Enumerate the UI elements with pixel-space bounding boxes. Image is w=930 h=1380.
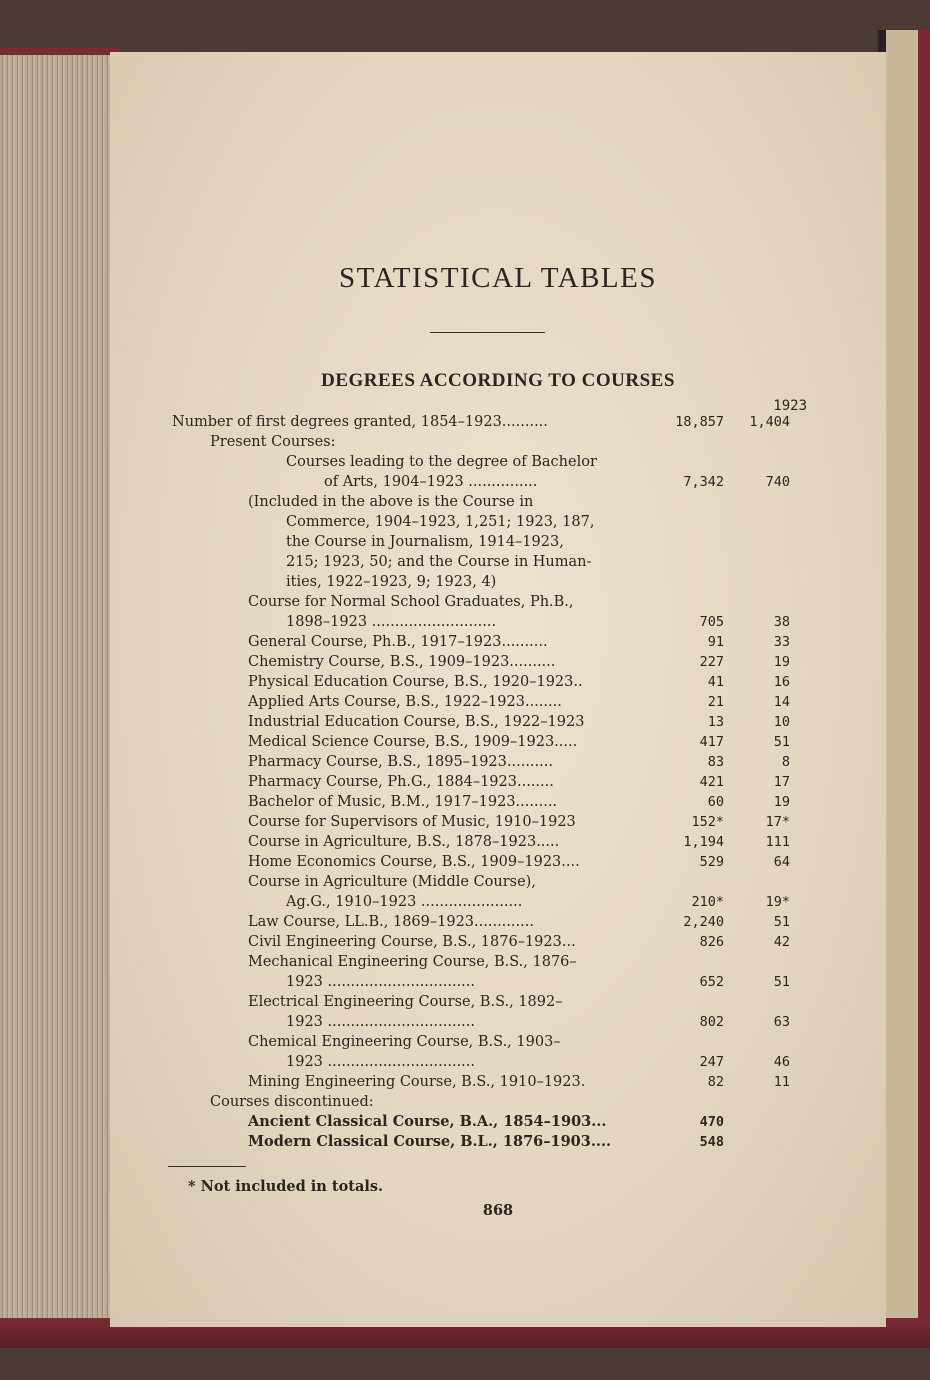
row-label: Applied Arts Course, B.S., 1922–1923........: [248, 694, 562, 710]
row-label: 215; 1923, 50; and the Course in Human-: [286, 554, 592, 570]
row-1923-value: 8: [781, 754, 790, 770]
row-label: General Course, Ph.B., 1917–1923..........: [248, 634, 548, 650]
table-row: [110, 512, 886, 532]
row-label: Mechanical Engineering Course, B.S., 1876–: [248, 954, 577, 970]
title-divider: [430, 332, 545, 333]
row-total-value: 2,240: [683, 914, 724, 930]
row-label: 1923 ................................: [286, 1054, 476, 1070]
table-row: [110, 752, 886, 772]
row-label: Chemical Engineering Course, B.S., 1903–: [248, 1034, 561, 1050]
section-title: DEGREES ACCORDING TO COURSES: [321, 370, 675, 391]
row-label: 1923 ................................: [286, 1014, 476, 1030]
row-total-value: 705: [699, 614, 724, 630]
row-1923-value: 64: [773, 854, 790, 870]
row-label: the Course in Journalism, 1914–1923,: [286, 534, 564, 550]
row-label: Chemistry Course, B.S., 1909–1923..........: [248, 654, 556, 670]
row-total-value: 652: [699, 974, 724, 990]
table-row: [110, 452, 886, 472]
table-row: [110, 532, 886, 552]
row-label: Courses discontinued:: [210, 1094, 374, 1110]
table-row: [110, 572, 886, 592]
degree-table: [110, 412, 886, 1152]
table-row: [110, 712, 886, 732]
row-total-value: 1,194: [683, 834, 724, 850]
table-row: [110, 1112, 886, 1132]
table-row: [110, 1092, 886, 1112]
row-total-value: 210*: [691, 894, 724, 910]
row-label: Course in Agriculture (Middle Course),: [248, 874, 536, 890]
row-label: 1923 ................................: [286, 974, 476, 990]
row-1923-value: 17*: [765, 814, 790, 830]
row-total-value: 417: [699, 734, 724, 750]
table-row: [110, 792, 886, 812]
row-total-value: 802: [699, 1014, 724, 1030]
row-1923-value: 14: [773, 694, 790, 710]
row-1923-value: 111: [765, 834, 790, 850]
table-row: [110, 672, 886, 692]
table-row: [110, 1072, 886, 1092]
row-1923-value: 51: [773, 914, 790, 930]
book-page-edges: [0, 55, 118, 1340]
row-total-value: 18,857: [675, 414, 724, 430]
row-label: Course for Normal School Graduates, Ph.B.,: [248, 594, 574, 610]
table-row: [110, 872, 886, 892]
footnote: * Not included in totals.: [188, 1178, 384, 1195]
table-row: [110, 992, 886, 1012]
row-label: Ancient Classical Course, B.A., 1854–1903...: [248, 1113, 607, 1130]
row-total-value: 60: [707, 794, 724, 810]
table-row: [110, 1052, 886, 1072]
row-1923-value: 46: [773, 1054, 790, 1070]
table-row: [110, 1032, 886, 1052]
row-total-value: 470: [699, 1114, 724, 1130]
row-total-value: 421: [699, 774, 724, 790]
row-1923-value: 51: [773, 974, 790, 990]
table-row: [110, 972, 886, 992]
row-label: Ag.G., 1910–1923 ......................: [286, 894, 523, 910]
row-label: Bachelor of Music, B.M., 1917–1923.........: [248, 794, 558, 810]
footnote-divider: [168, 1166, 246, 1167]
row-1923-value: 19: [773, 794, 790, 810]
row-label: Course in Agriculture, B.S., 1878–1923.....: [248, 834, 560, 850]
row-label: 1898–1923 ...........................: [286, 614, 497, 630]
row-1923-value: 17: [773, 774, 790, 790]
row-1923-value: 16: [773, 674, 790, 690]
row-label: Home Economics Course, B.S., 1909–1923....: [248, 854, 580, 870]
table-row: [110, 932, 886, 952]
row-label: Medical Science Course, B.S., 1909–1923.....: [248, 734, 578, 750]
table-row: [110, 632, 886, 652]
row-total-value: 41: [707, 674, 724, 690]
table-row: [110, 472, 886, 492]
row-label: (Included in the above is the Course in: [248, 494, 534, 510]
table-row: [110, 772, 886, 792]
table-row: [110, 852, 886, 872]
row-label: Civil Engineering Course, B.S., 1876–1923...: [248, 934, 576, 950]
table-row: [110, 1012, 886, 1032]
table-row: [110, 432, 886, 452]
row-label: Law Course, LL.B., 1869–1923.............: [248, 914, 534, 930]
row-total-value: 152*: [691, 814, 724, 830]
column-year-header: 1923: [773, 398, 807, 414]
row-total-value: 7,342: [683, 474, 724, 490]
table-row: [110, 832, 886, 852]
row-label: of Arts, 1904–1923 ...............: [324, 474, 538, 490]
row-total-value: 247: [699, 1054, 724, 1070]
table-row: [110, 1132, 886, 1152]
row-1923-value: 1,404: [749, 414, 790, 430]
row-label: Pharmacy Course, Ph.G., 1884–1923........: [248, 774, 554, 790]
row-total-value: 83: [707, 754, 724, 770]
row-1923-value: 740: [765, 474, 790, 490]
table-row: [110, 732, 886, 752]
table-row: [110, 812, 886, 832]
row-label: Industrial Education Course, B.S., 1922–1923: [248, 714, 585, 730]
row-total-value: 548: [699, 1134, 724, 1150]
row-1923-value: 11: [773, 1074, 790, 1090]
row-1923-value: 51: [773, 734, 790, 750]
row-total-value: 21: [707, 694, 724, 710]
row-1923-value: 19: [773, 654, 790, 670]
row-label: Modern Classical Course, B.L., 1876–1903....: [248, 1133, 612, 1150]
table-row: [110, 692, 886, 712]
row-label: Mining Engineering Course, B.S., 1910–1923.: [248, 1074, 586, 1090]
table-row: [110, 652, 886, 672]
row-total-value: 82: [707, 1074, 724, 1090]
table-row: [110, 492, 886, 512]
page-title: STATISTICAL TABLES: [338, 262, 657, 294]
table-row: [110, 412, 886, 432]
table-row: [110, 892, 886, 912]
row-1923-value: 33: [773, 634, 790, 650]
row-1923-value: 63: [773, 1014, 790, 1030]
row-label: Course for Supervisors of Music, 1910–1923: [248, 814, 576, 830]
table-row: [110, 952, 886, 972]
row-label: Present Courses:: [210, 434, 336, 450]
row-total-value: 529: [699, 854, 724, 870]
table-row: [110, 612, 886, 632]
row-total-value: 826: [699, 934, 724, 950]
row-total-value: 91: [707, 634, 724, 650]
row-total-value: 13: [707, 714, 724, 730]
row-1923-value: 10: [773, 714, 790, 730]
table-row: [110, 552, 886, 572]
table-row: [110, 912, 886, 932]
row-label: Electrical Engineering Course, B.S., 1892–: [248, 994, 563, 1010]
row-label: Pharmacy Course, B.S., 1895–1923..........: [248, 754, 553, 770]
row-1923-value: 19*: [765, 894, 790, 910]
page-number: 868: [482, 1202, 514, 1219]
book-page: [110, 52, 886, 1327]
row-total-value: 227: [699, 654, 724, 670]
row-label: ities, 1922–1923, 9; 1923, 4): [286, 574, 497, 590]
row-label: Physical Education Course, B.S., 1920–1923..: [248, 674, 583, 690]
table-row: [110, 592, 886, 612]
row-1923-value: 38: [773, 614, 790, 630]
row-1923-value: 42: [773, 934, 790, 950]
row-label: Courses leading to the degree of Bachelor: [286, 454, 597, 470]
row-label: Number of first degrees granted, 1854–1923..........: [172, 414, 548, 430]
row-label: Commerce, 1904–1923, 1,251; 1923, 187,: [286, 514, 595, 530]
